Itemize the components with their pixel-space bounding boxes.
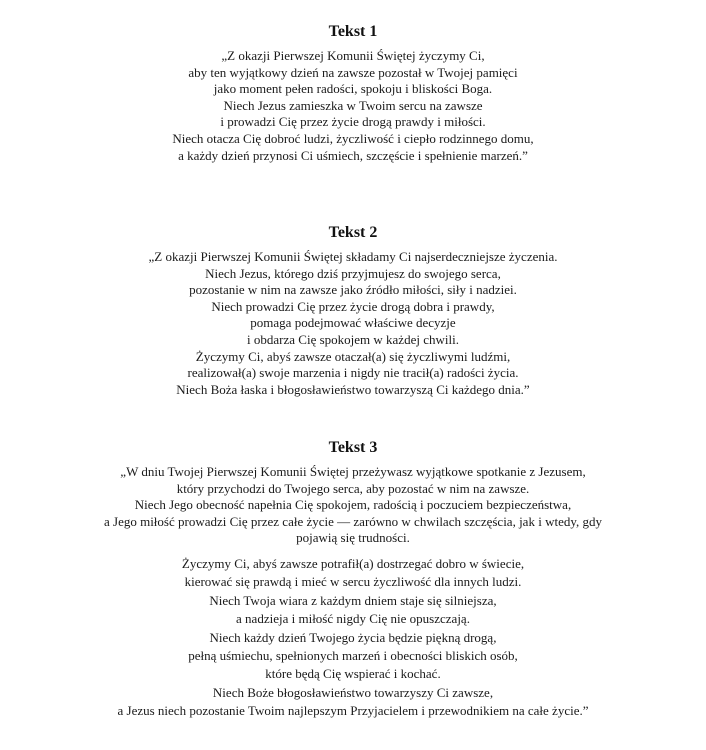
text-line: „Z okazji Pierwszej Komunii Świętej życzymy Ci, [221, 48, 485, 63]
text-line: Niech prowadzi Cię przez życie drogą dobra i prawdy, [211, 298, 495, 314]
text-section-1 [0, 22, 706, 164]
section-heading: Tekst 2 [328, 224, 378, 241]
text-line: Życzymy Ci, abyś zawsze potrafił(a) dostrzegać dobro w świecie, [181, 555, 525, 571]
text-line: a nadzieja i miłość nigdy Cię nie opuszczają. [236, 611, 470, 627]
wish-paragraph [0, 464, 706, 547]
text-line: które będą Cię wspierać i kochać. [265, 666, 441, 682]
text-line: realizował(a) swoje marzenia i nigdy nie tracił(a) radości życia. [187, 365, 519, 381]
section-heading: Tekst 1 [328, 23, 378, 40]
text-line: aby ten wyjątkowy dzień na zawsze pozostał w Twojej pamięci [188, 64, 518, 80]
text-line: kierować się prawdą i mieć w sercu życzliwość dla innych ludzi. [184, 574, 522, 590]
text-line: pełną uśmiechu, spełnionych marzeń i obecności bliskich osób, [188, 648, 518, 663]
wish-paragraph [0, 555, 706, 721]
text-line: pojawią się trudności. [296, 530, 410, 546]
text-line: Niech Jezus zamieszka w Twoim sercu na zawsze [223, 97, 483, 113]
text-section-3 [0, 438, 706, 721]
text-line: Życzymy Ci, abyś zawsze otaczał(a) się życzliwymi ludźmi, [195, 348, 511, 364]
text-line: Niech Boża łaska i błogosławieństwo towarzyszą Ci każdego dnia.” [176, 381, 530, 397]
text-line: „W dniu Twojej Pierwszej Komunii Świętej przeżywasz wyjątkowe spotkanie z Jezusem, [120, 464, 586, 479]
section-heading: Tekst 3 [328, 439, 378, 456]
text-line: pozostanie w nim na zawsze jako źródło miłości, siły i nadziei. [189, 282, 517, 298]
text-line: Niech każdy dzień Twojego życia będzie piękną drogą, [209, 629, 497, 645]
text-line: a Jego miłość prowadzi Cię przez całe życie — zarówno w chwilach szczęścia, jak i wtedy, gdy [103, 513, 602, 529]
text-section-2 [0, 223, 706, 398]
text-line: i obdarza Cię spokojem w każdej chwili. [247, 331, 459, 347]
text-line: Niech Boże błogosławieństwo towarzyszy Ci zawsze, [212, 684, 494, 700]
text-line: Niech Jego obecność napełnia Cię spokojem, radością i poczuciem bezpieczeństwa, [134, 497, 572, 513]
wish-paragraph [0, 249, 706, 398]
text-line: który przychodzi do Twojego serca, aby pozostać w nim na zawsze. [176, 480, 530, 496]
text-line: „Z okazji Pierwszej Komunii Świętej składamy Ci najserdeczniejsze życzenia. [148, 249, 558, 264]
text-line: Niech Twoja wiara z każdym dniem staje się silniejsza, [209, 592, 497, 608]
text-line: pomaga podejmować właściwe decyzje [250, 315, 456, 331]
wish-paragraph [0, 48, 706, 164]
text-line: Niech Jezus, którego dziś przyjmujesz do swojego serca, [205, 265, 501, 281]
text-line: i prowadzi Cię przez życie drogą prawdy i miłości. [220, 114, 486, 130]
text-line: a każdy dzień przynosi Ci uśmiech, szczęście i spełnienie marzeń.” [178, 147, 528, 163]
text-line: jako moment pełen radości, spokoju i bliskości Boga. [213, 81, 493, 97]
text-line: Niech otacza Cię dobroć ludzi, życzliwość i ciepło rodzinnego domu, [172, 130, 534, 146]
text-line: a Jezus niech pozostanie Twoim najlepszym Przyjacielem i przewodnikiem na całe życie.” [117, 703, 589, 719]
